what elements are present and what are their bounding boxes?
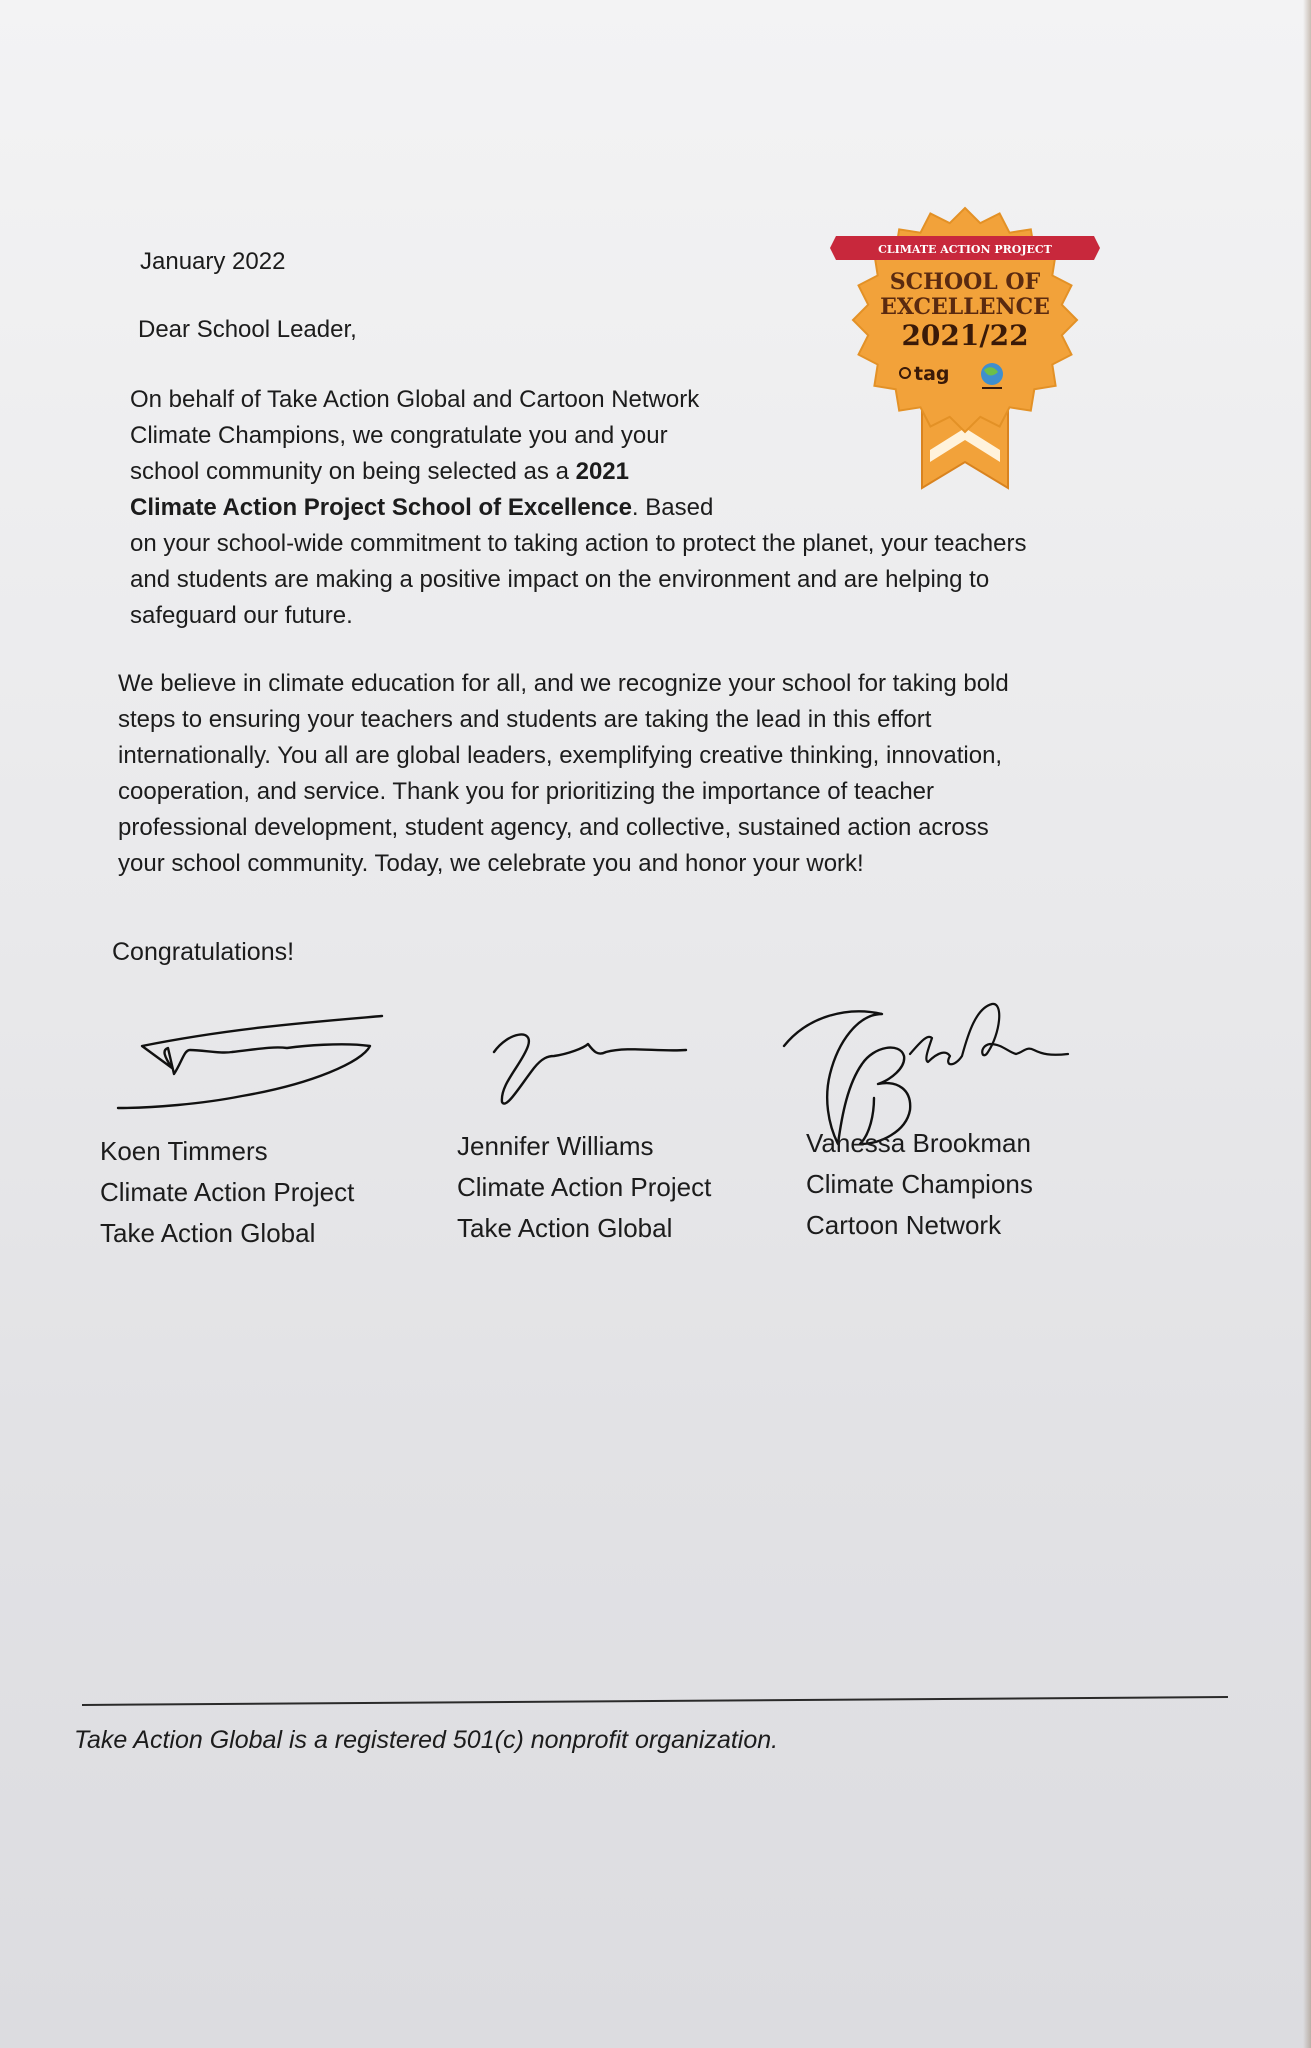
- paragraph-1-line: [130, 490, 1150, 526]
- badge-banner-end-right: [1094, 236, 1100, 260]
- paragraph-2-line: internationally. You all are global leaders, exemplifying creative thinking, innovation,: [118, 742, 1003, 769]
- badge-banner-end-left: [830, 236, 836, 260]
- paragraph-2-line: cooperation, and service. Thank you for prioritizing the importance of teacher: [118, 778, 934, 805]
- footer-note: Take Action Global is a registered 501(c) nonprofit organization.: [74, 1726, 779, 1754]
- paragraph-1-line: on your school-wide commitment to taking action to protect the planet, your teachers: [130, 530, 1027, 557]
- signature-jennifer-williams: [488, 1024, 698, 1110]
- badge-logo-text: tag: [914, 363, 950, 385]
- badge-line-2: EXCELLENCE: [880, 294, 1050, 320]
- badge-year: 2021/22: [901, 319, 1029, 352]
- signatory-jennifer-williams: [457, 1126, 711, 1249]
- paragraph-1-line: On behalf of Take Action Global and Cartoon Network: [130, 386, 700, 413]
- signatory-vanessa-brookman: [806, 1123, 1033, 1246]
- letter-date: January 2022: [140, 248, 286, 275]
- paper-edge-shadow: [1303, 0, 1311, 2048]
- signatory-role: Climate Action Project: [100, 1177, 355, 1207]
- paragraph-2: [118, 666, 1158, 882]
- award-year-bold: 2021: [575, 458, 629, 485]
- paragraph-1-line: safeguard our future.: [130, 602, 353, 629]
- paragraph-1-text: school community on being selected as a: [130, 458, 576, 485]
- signatory-org: Take Action Global: [457, 1213, 673, 1243]
- signatory-org: Cartoon Network: [806, 1210, 1002, 1240]
- signatory-name: Vanessa Brookman: [806, 1128, 1031, 1158]
- paragraph-1-line: Climate Champions, we congratulate you and your: [130, 422, 668, 449]
- footer-divider: [82, 1696, 1228, 1706]
- badge-line-1: SCHOOL OF: [889, 269, 1041, 295]
- signatory-org: Take Action Global: [100, 1218, 316, 1248]
- signatory-role: Climate Action Project: [457, 1172, 712, 1202]
- paragraph-2-line: professional development, student agency, and collective, sustained action across: [118, 814, 989, 841]
- salutation: Dear School Leader,: [138, 316, 357, 343]
- paragraph-2-line: your school community. Today, we celebrate you and honor your work!: [118, 850, 864, 877]
- signatory-koen-timmers: [100, 1131, 354, 1254]
- closing: Congratulations!: [112, 938, 295, 966]
- school-of-excellence-badge: [830, 200, 1100, 490]
- paragraph-2-line: steps to ensuring your teachers and students are taking the lead in this effort: [118, 706, 932, 733]
- badge-banner-text: CLIMATE ACTION PROJECT: [878, 243, 1052, 256]
- paragraph-1-text: . Based: [631, 494, 714, 521]
- signatory-name: Jennifer Williams: [457, 1131, 654, 1161]
- signature-koen-timmers: [112, 1010, 392, 1116]
- signatory-role: Climate Champions: [806, 1169, 1033, 1199]
- paragraph-2-line: We believe in climate education for all, and we recognize your school for taking bold: [118, 670, 1009, 697]
- paragraph-1-line: and students are making a positive impact on the environment and are helping to: [130, 566, 990, 593]
- award-title-bold: Climate Action Project School of Excellence: [130, 494, 632, 521]
- signatory-name: Koen Timmers: [100, 1136, 268, 1166]
